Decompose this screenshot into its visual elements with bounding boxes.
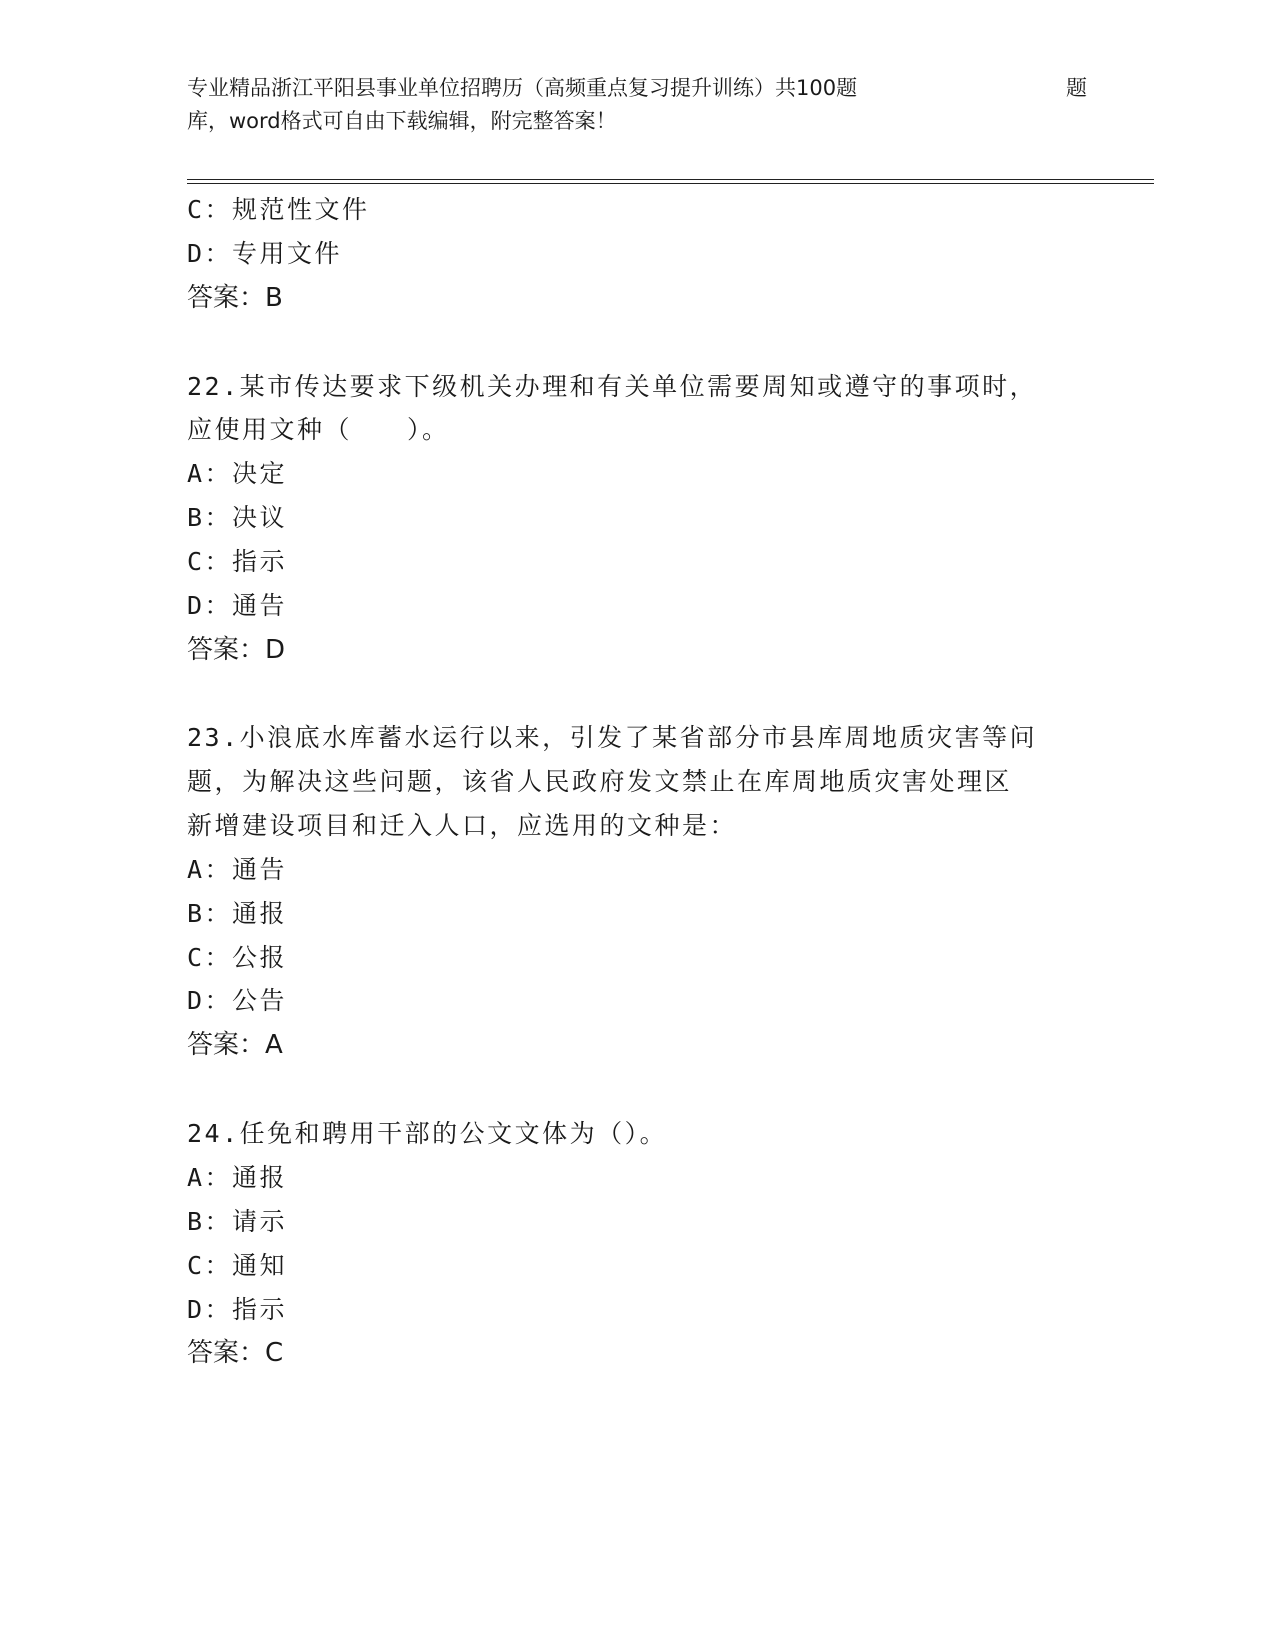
q23-stem-line1: 23.小浪底水库蓄水运行以来，引发了某省部分市县库周地质灾害等问 [187,723,1038,752]
q24-option-b: B：请示 [187,1207,288,1236]
q24-option-a: A：通报 [187,1163,288,1192]
header-title-line1-tail: 题 [1066,76,1087,100]
q24-option-d: D：指示 [187,1295,288,1324]
q22-option-d: D：通告 [187,591,288,620]
q23-answer: 答案：A [187,1030,283,1060]
q22-option-a: A：决定 [187,459,288,488]
q23-option-d: D：公告 [187,986,288,1015]
q22-option-b: B：决议 [187,503,288,532]
q23-option-c: C：公报 [187,943,288,972]
header-divider-bottom [187,183,1154,184]
q22-stem-line2: 应使用文种（ ）。 [187,415,450,444]
q21-option-d: D：专用文件 [187,239,343,268]
q21-answer: 答案：B [187,283,283,313]
header-divider-top [187,179,1154,180]
header-title-line1: 专业精品浙江平阳县事业单位招聘历（高频重点复习提升训练）共100题 [187,76,858,100]
header-line-1 [187,72,1087,105]
q22-option-c: C：指示 [187,547,288,576]
q24-stem-line1: 24.任免和聘用干部的公文文体为（）。 [187,1119,668,1148]
q23-option-a: A：通告 [187,855,288,884]
header-title-line2: 库，word格式可自由下载编辑，附完整答案！ [187,109,617,133]
q21-option-c: C：规范性文件 [187,195,370,224]
q24-answer: 答案：C [187,1338,284,1368]
q23-option-b: B：通报 [187,899,288,928]
q22-answer: 答案：D [187,635,286,665]
q22-stem-line1: 22.某市传达要求下级机关办理和有关单位需要周知或遵守的事项时， [187,372,1038,401]
q23-stem-line2: 题，为解决这些问题，该省人民政府发文禁止在库周地质灾害处理区 [187,767,1013,796]
q24-option-c: C：通知 [187,1251,288,1280]
document-header [187,72,1087,138]
q23-stem-line3: 新增建设项目和迁入人口，应选用的文种是： [187,811,738,840]
